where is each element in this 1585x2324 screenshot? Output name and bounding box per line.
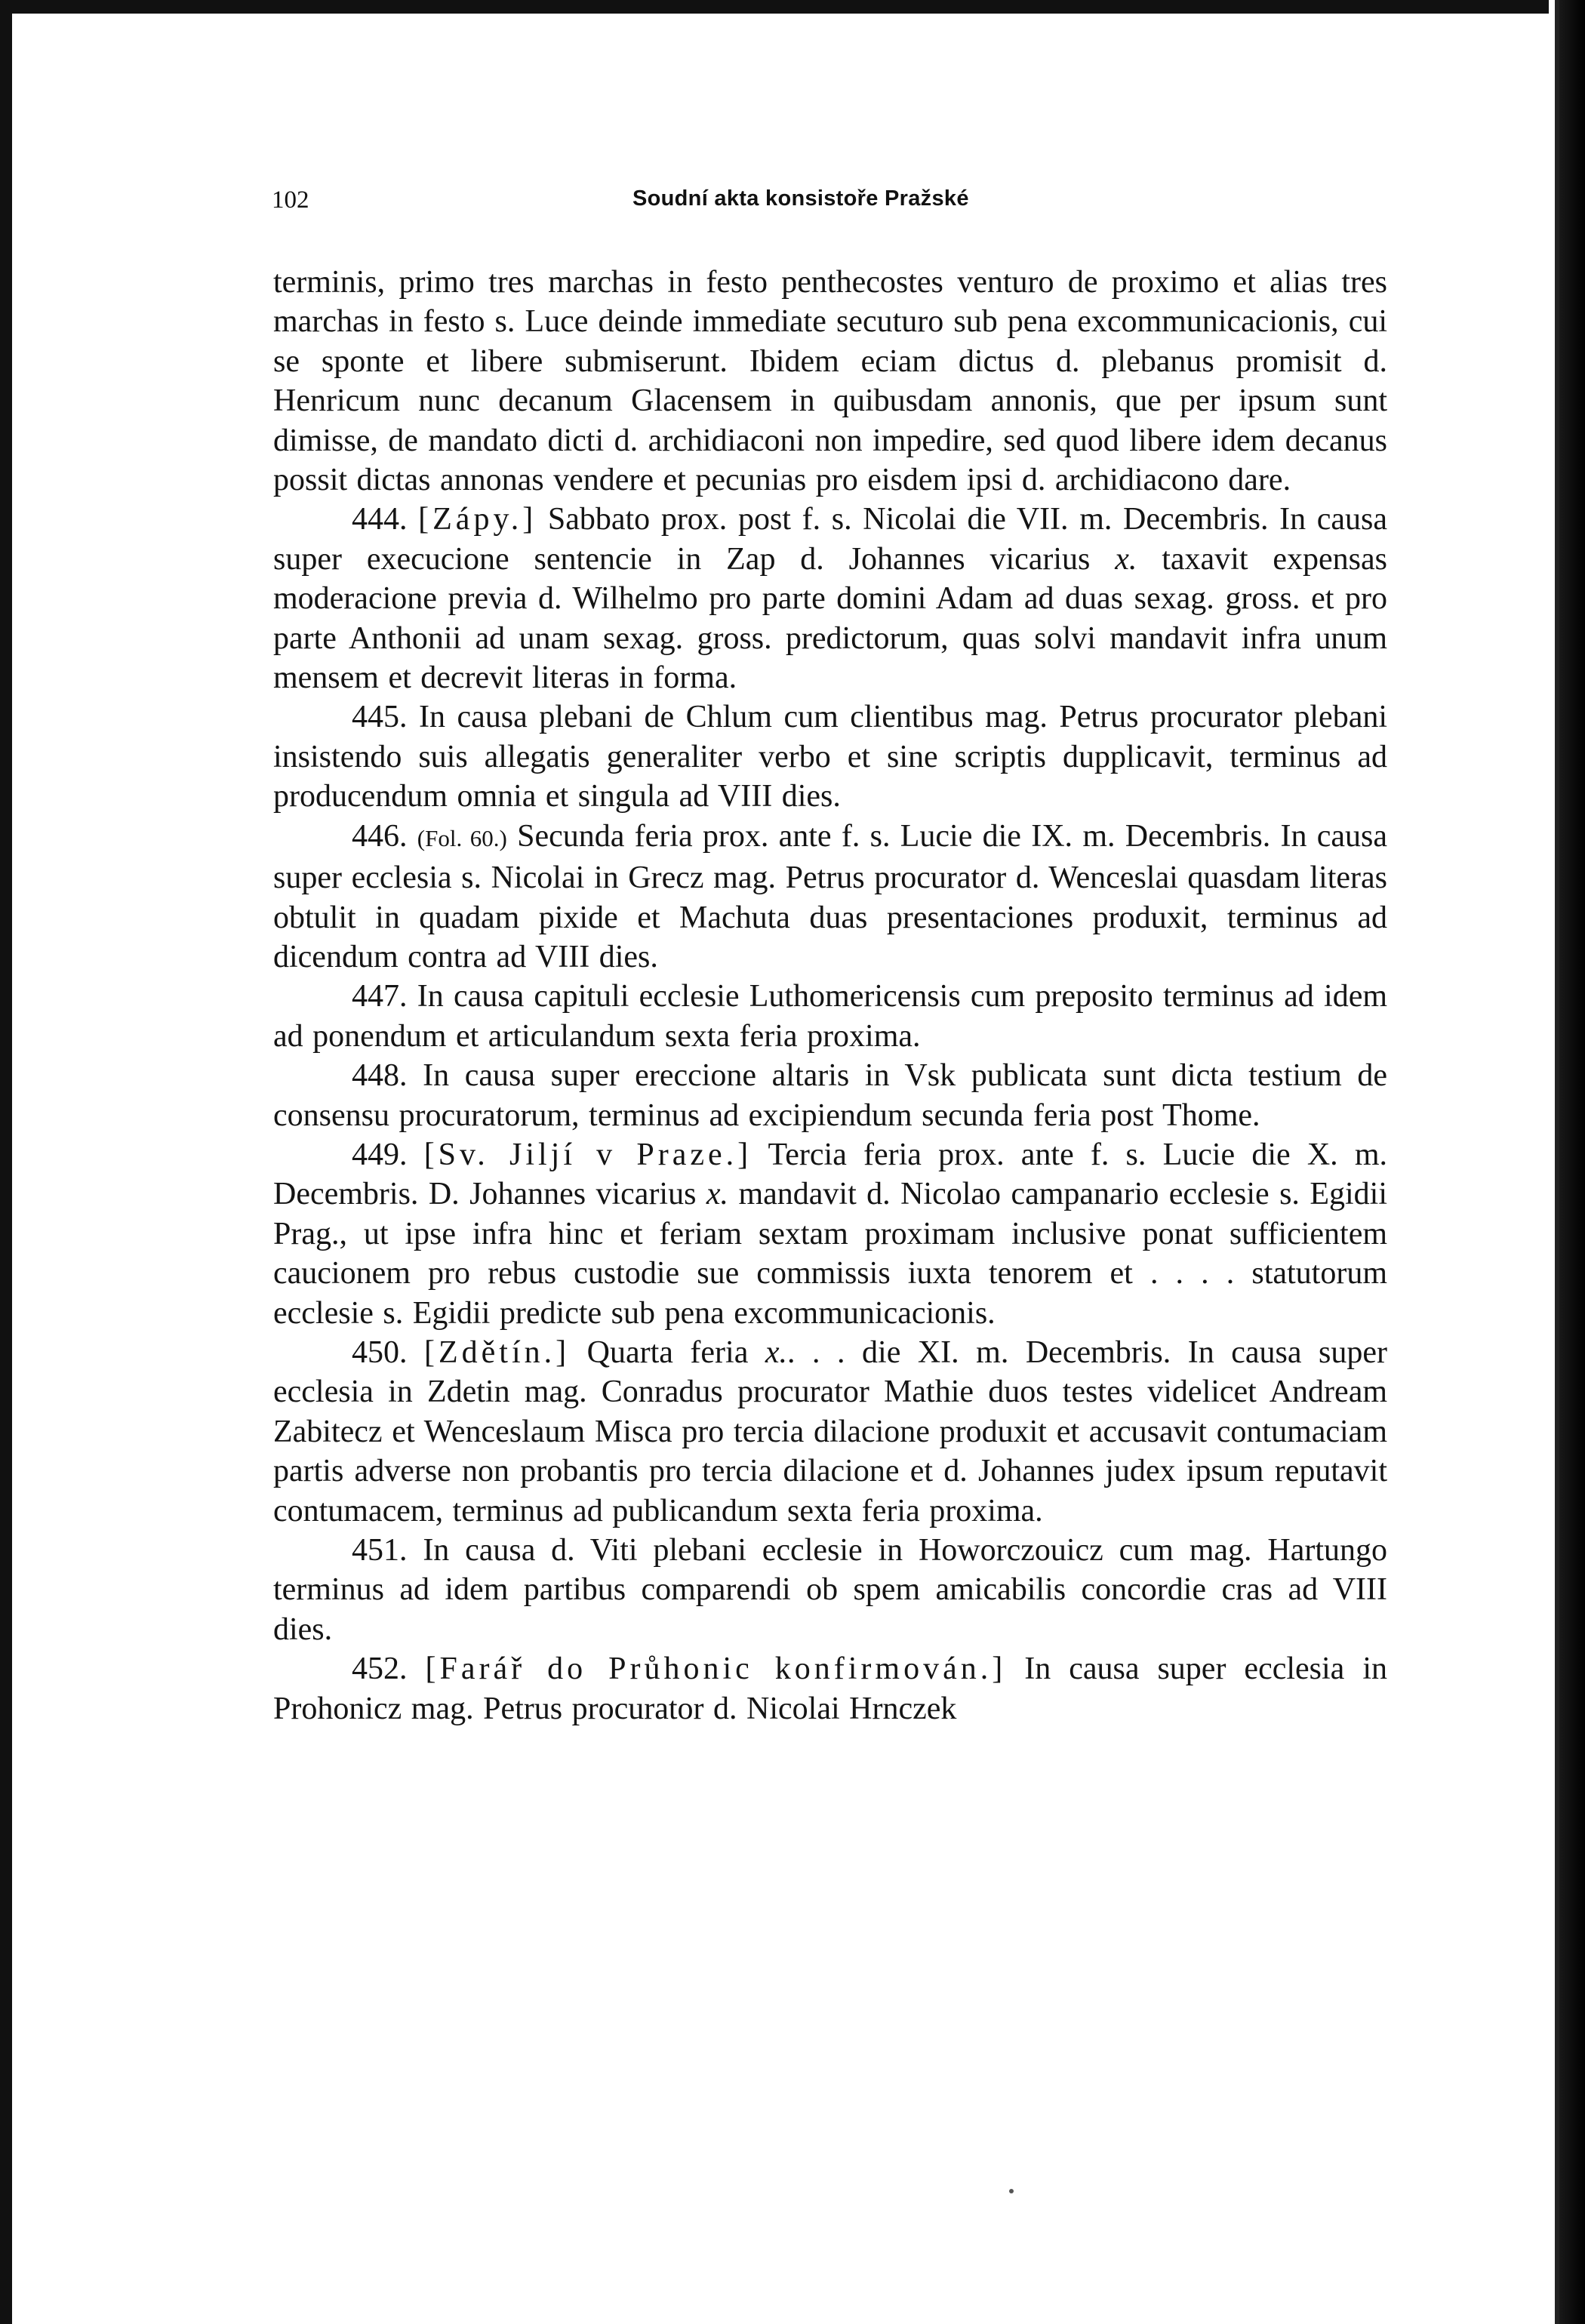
entry-number: 445. bbox=[352, 700, 408, 735]
entry-448 bbox=[273, 1056, 1387, 1135]
place-note: [Farář do Průhonic konfirmován.] bbox=[425, 1651, 1007, 1687]
running-title: Soudní akta konsistoře Pražské bbox=[632, 186, 969, 211]
entry-number: 448. bbox=[352, 1058, 408, 1094]
page-number: 102 bbox=[272, 186, 309, 214]
document-body bbox=[273, 263, 1387, 1728]
folio-reference: (Fol. 60.) bbox=[417, 824, 507, 851]
place-note: [Sv. Jiljí v Praze.] bbox=[423, 1137, 752, 1172]
entry-444 bbox=[273, 500, 1387, 697]
page-edge-shadow bbox=[1549, 0, 1585, 2324]
entry-449 bbox=[273, 1135, 1387, 1333]
entry-text: Secunda feria prox. ante f. s. Lucie die IX. m. Decembris. In causa super ecclesia s. Nicolai in Grecz mag. Petrus procurator d. Wenceslai quasdam literas obtulit in quadam pixide et Machuta duas presentaciones produxit, terminus ad dicendum contra ad VIII dies. bbox=[273, 818, 1388, 974]
entry-number: 446. bbox=[352, 818, 408, 854]
entry-text: Tercia feria prox. ante f. s. Lucie die X. m. Decembris. D. Johannes vicarius bbox=[273, 1137, 1388, 1212]
entry-text: . . . die XI. m. Decembris. In causa super ecclesia in Zdetin mag. Conradus procurator Mathie duos testes videlicet Andream Zabitecz et Wenceslaum Misca pro tercia dilacione produxit et accusavit contumaciam partis adverse non probantis pro tercia dilacione et d. Johannes judex ipsum reputavit contumacem, terminus ad publicandum sexta feria proxima. bbox=[273, 1334, 1388, 1528]
entry-number: 450. bbox=[352, 1334, 408, 1370]
entry-text: In causa d. Viti plebani ecclesie in Howorczouicz cum mag. Hartungo terminus ad idem partibus comparendi ob spem amicabilis concordie cras ad VIII dies. bbox=[273, 1533, 1387, 1647]
binding-edge bbox=[1555, 0, 1559, 2324]
entry-number: 447. bbox=[352, 979, 408, 1014]
entry-text: In causa capituli ecclesie Luthomericensis cum preposito terminus ad idem ad ponendum et articulandum sexta feria proxima. bbox=[273, 979, 1388, 1054]
entry-447 bbox=[273, 977, 1387, 1056]
place-note: [Zápy.] bbox=[418, 502, 537, 537]
entry-text: Quarta feria bbox=[586, 1334, 749, 1370]
x-mark: x. bbox=[1115, 541, 1137, 577]
page-header bbox=[272, 186, 1389, 223]
continuation-paragraph: terminis, primo tres marchas in festo penthecostes venturo de proximo et alias tres marchas in festo s. Luce deinde immediate secuturo sub pena excommunicacionis, cui se sponte et libere submiserunt. Ibidem eciam dictus d. plebanus promisit d. Henricum nunc decanum Glacensem in quibusdam annonis, que per ipsum sunt dimisse, de mandato dicti d. archidiaconi non impedire, sed quod libere idem decanus possit dictas annonas vendere et pecunias pro eisdem ipsi d. archidiacono dare. bbox=[273, 265, 1387, 498]
entry-text: mandavit d. Nicolao campanario ecclesie s. Egidii Prag., ut ipse infra hinc et feriam sextam proximam inclusive ponat sufficientem caucionem pro rebus custodie sue commissis iuxta tenorem et . . . . statutorum ecclesie s. Egidii predicte sub pena excommunicacionis. bbox=[273, 1177, 1388, 1331]
entry-446 bbox=[273, 817, 1387, 977]
entry-452 bbox=[273, 1649, 1387, 1728]
entry-450 bbox=[273, 1333, 1387, 1531]
entry-text: In causa super ereccione altaris in Vsk publicata sunt dicta testium de consensu procuratorum, terminus ad excipiendum secunda feria post Thome. bbox=[273, 1058, 1388, 1133]
entry-text: In causa super ecclesia in Prohonicz mag. Petrus procurator d. Nicolai Hrnczek bbox=[273, 1651, 1387, 1726]
entry-number: 449. bbox=[352, 1137, 408, 1172]
entry-445 bbox=[273, 697, 1387, 816]
scan-speck bbox=[1009, 2189, 1014, 2193]
entry-text: In causa plebani de Chlum cum clientibus mag. Petrus procurator plebani insistendo suis allegatis generaliter verbo et sine scriptis dupplicavit, terminus ad producendum omnia et singula ad VIII dies. bbox=[273, 700, 1387, 814]
entry-number: 451. bbox=[352, 1533, 408, 1568]
entry-text: Sabbato prox. post f. s. Nicolai die VII. m. Decembris. In causa super execucione sentencie in Zap d. Johannes vicarius bbox=[273, 502, 1388, 577]
x-mark: x. bbox=[706, 1177, 729, 1212]
place-note: [Zdětín.] bbox=[424, 1334, 571, 1370]
x-mark: x. bbox=[765, 1334, 788, 1370]
entry-451 bbox=[273, 1531, 1387, 1649]
entry-number: 444. bbox=[352, 502, 408, 537]
entry-text: taxavit expensas moderacione previa d. Wilhelmo pro parte domini Adam ad duas sexag. gross. et pro parte Anthonii ad unam sexag. gross. predictorum, quas solvi mandavit infra unum mensem et decrevit literas in forma. bbox=[273, 541, 1387, 696]
entry-number: 452. bbox=[352, 1651, 408, 1687]
